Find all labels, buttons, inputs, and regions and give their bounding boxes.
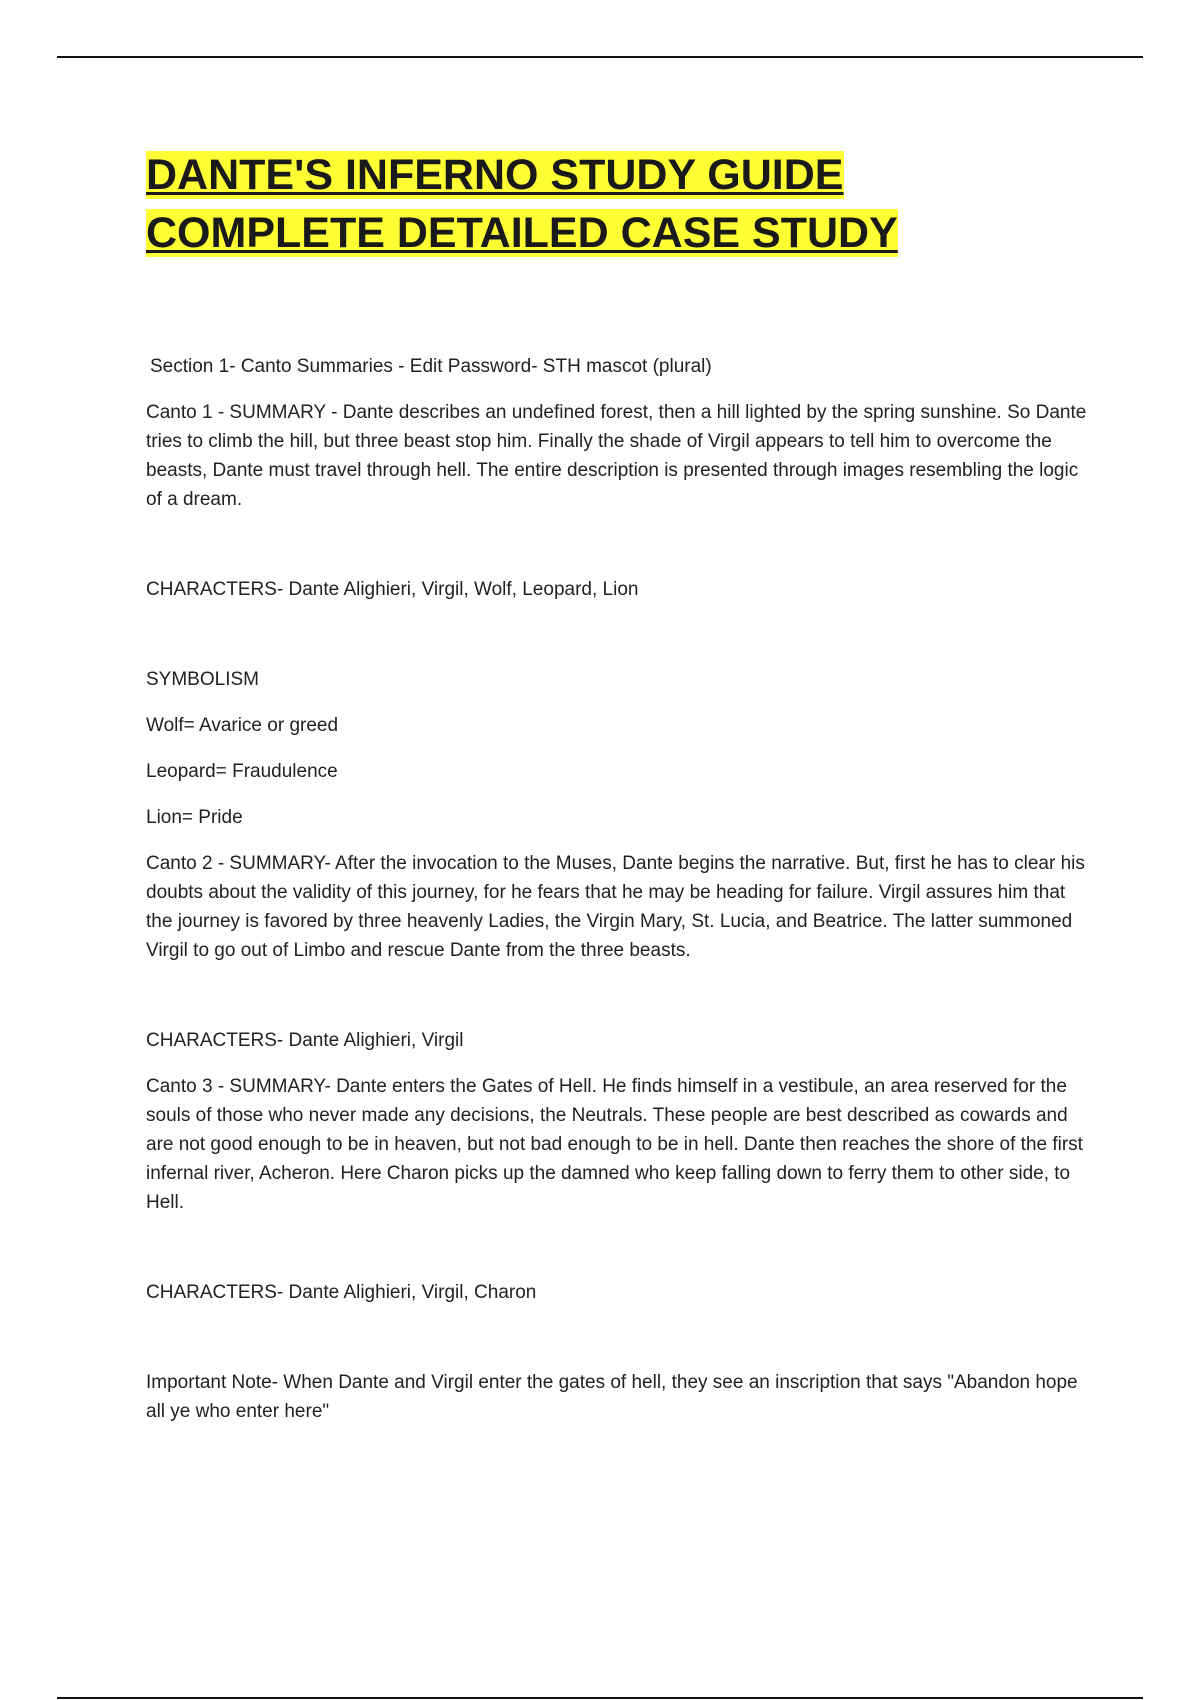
canto-1-summary: Canto 1 - SUMMARY - Dante describes an undefined forest, then a hill lighted by the spring sunshine. So Dante tries to climb the hill, but three beast stop him. Finally the shade of Virgil appears to tell him to overcome the beasts, Dante must travel through hell. The entire description is presented through images resembling the logic of a dream. (146, 402, 1087, 510)
important-note: Important Note- When Dante and Virgil enter the gates of hell, they see an inscription that says "Abandon hope all ye who enter here" (146, 1372, 1078, 1422)
symbol-leopard: Leopard= Fraudulence (146, 761, 338, 782)
symbol-wolf: Wolf= Avarice or greed (146, 715, 339, 736)
bottom-divider (57, 1697, 1143, 1699)
canto-3-characters: CHARACTERS- Dante Alighieri, Virgil, Charon (146, 1282, 537, 1303)
top-divider (57, 56, 1143, 58)
title-line-2: COMPLETE DETAILED CASE STUDY (146, 209, 898, 257)
symbol-lion: Lion= Pride (146, 807, 243, 828)
section-heading: Section 1- Canto Summaries - Edit Password- STH mascot (plural) (150, 356, 712, 377)
canto-3-summary: Canto 3 - SUMMARY- Dante enters the Gates of Hell. He finds himself in a vestibule, an area reserved for the souls of those who never made any decisions, the Neutrals. These people are best described as cowards and are not good enough to be in heaven, but not bad enough to be in hell. Dante then reaches the shore of the first infernal river, Acheron. Here Charon picks up the damned who keep falling down to ferry them to other side, to Hell. (146, 1076, 1083, 1213)
document-title (146, 146, 1046, 262)
document-body (146, 352, 1096, 1426)
symbolism-heading: SYMBOLISM (146, 669, 259, 690)
canto-1-characters: CHARACTERS- Dante Alighieri, Virgil, Wolf, Leopard, Lion (146, 579, 639, 600)
canto-2-summary: Canto 2 - SUMMARY- After the invocation to the Muses, Dante begins the narrative. But, first he has to clear his doubts about the validity of this journey, for he fears that he may be heading for failure. Virgil assures him that the journey is favored by three heavenly Ladies, the Virgin Mary, St. Lucia, and Beatrice. The latter summoned Virgil to go out of Limbo and rescue Dante from the three beasts. (146, 853, 1085, 961)
canto-2-characters: CHARACTERS- Dante Alighieri, Virgil (146, 1030, 464, 1051)
title-line-1: DANTE'S INFERNO STUDY GUIDE (146, 151, 844, 199)
